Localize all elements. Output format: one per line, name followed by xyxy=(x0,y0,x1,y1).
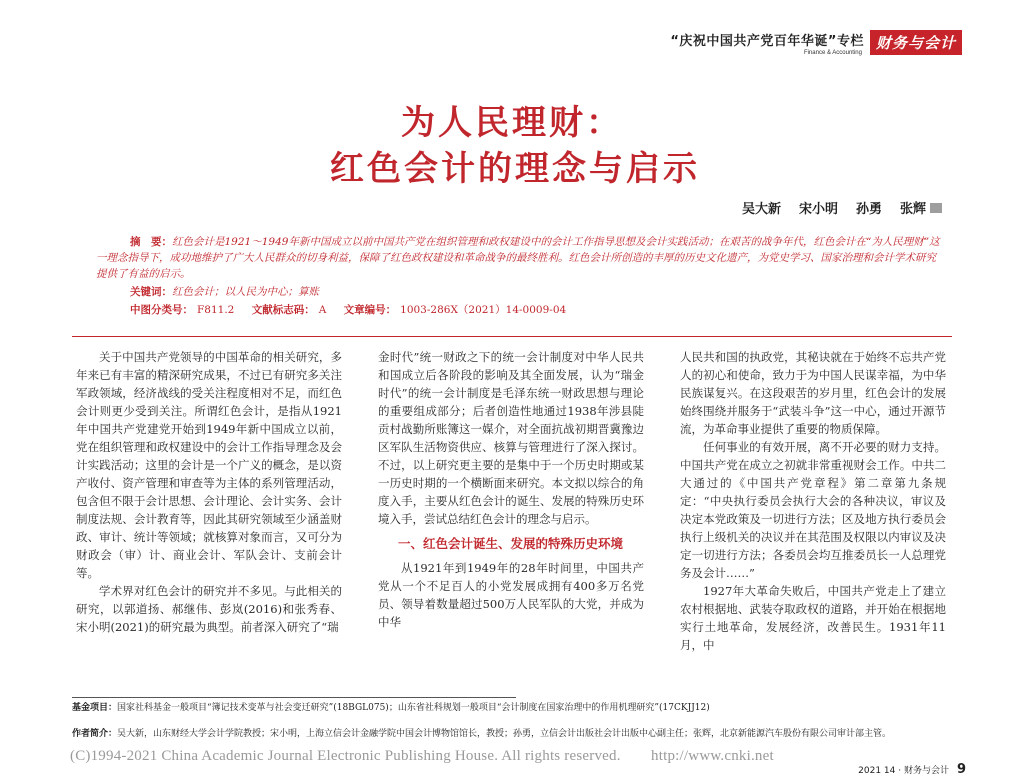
article-number-label: 文章编号： xyxy=(343,304,397,316)
author-name: 宋小明 xyxy=(798,202,838,217)
section-heading: 一、红色会计诞生、发展的特殊历史环境 xyxy=(398,536,624,551)
article-title xyxy=(0,100,1024,192)
body-column-1 xyxy=(76,348,342,636)
keywords-line xyxy=(96,284,944,300)
copyright-watermark: (C)1994-2021 China Academic Journal Electronic Publishing House. All rights reserved. http://www.cnki.net xyxy=(70,748,774,764)
gray-square-icon xyxy=(930,203,942,213)
page-number: 9 xyxy=(956,762,966,777)
special-column-label: “庆祝中国共产党百年华诞”专栏 xyxy=(670,34,864,49)
abstract-text: 红色会计是1921～1949年新中国成立以前中国共产党在组织管理和政权建设中的会计工作指导思想及会计实践活动；在艰苦的战争年代，红色会计在“为人民理财”这一理念指导下，成功地维护了广大人民群众的切身利益，保障了红色政权建设和革命战争的最终胜利。红色会计所创造的丰厚的历史文化遗产，为党史学习、国家治理和会计学术研究提供了有益的启示。 xyxy=(96,236,940,280)
journal-logo: 财务与会计 xyxy=(870,30,962,55)
issue-info: 2021 14 · 财务与会计 xyxy=(858,766,949,776)
abstract-divider xyxy=(72,336,952,337)
journal-english-name: Finance & Accounting xyxy=(803,50,862,56)
body-paragraph: 1927年大革命失败后，中国共产党走上了建立农村根据地、武装夺取政权的道路，并开始在根据地实行土地革命，发展经济，改善民生。1931年11月，中 xyxy=(680,584,946,652)
title-line-2: 红色会计的理念与启示 xyxy=(330,149,700,189)
classification-line xyxy=(96,302,944,318)
footnote-divider xyxy=(72,697,516,698)
author-bio-text: 吴大新，山东财经大学会计学院教授；宋小明，上海立信会计金融学院中国会计博物馆馆长，教授；孙勇，立信会计出版社会计出版中心副主任；张辉，北京新能源汽车股份有限公司审计部主管。 xyxy=(117,729,892,739)
body-paragraph: 金时代”统一财政之下的统一会计制度对中华人民共和国成立后各阶段的影响及其全面发展，认为“瑞金时代”的统一会计制度是毛泽东统一财政思想与理论的重要组成部分；后者创造性地通过1938年涉县陡贡村战勤所账簿这一媒介，对全面抗战初期晋冀豫边区军队生活物资供应、核算与管理进行了深入探讨。不过，以上研究更主要的是集中于一个历史时期或某一历史时期的一个横断面来研究。本文拟以综合的角度入手，主要从红色会计的诞生、发展的特殊历史环境入手，尝试总结红色会计的理念与启示。 xyxy=(378,350,644,526)
author-bio-label: 作者简介： xyxy=(72,729,118,739)
author-name: 吴大新 xyxy=(741,202,781,217)
doc-code-label: 文献标志码： xyxy=(251,304,315,316)
body-column-2 xyxy=(378,348,644,631)
author-list xyxy=(724,198,942,217)
body-paragraph: 从1921年到1949年的28年时间里，中国共产党从一个不足百人的小党发展成拥有400多万名党员、领导着数量超过500万人民军队的大党，并成为中华 xyxy=(378,561,644,629)
keywords-text: 红色会计；以人民为中心；算账 xyxy=(172,286,319,298)
header-text xyxy=(670,30,864,56)
article-number-value: 1003-286X（2021）14-0009-04 xyxy=(400,304,567,316)
page-header xyxy=(670,30,962,56)
class-number-label: 中图分类号： xyxy=(130,304,193,316)
body-paragraph: 人民共和国的执政党，其秘诀就在于始终不忘共产党人的初心和使命，致力于为中国人民谋幸福，为中华民族谋复兴。在这段艰苦的岁月里，红色会计的发展始终围绕并服务于“武装斗争”这一中心，通过开源节流，为革命事业提供了重要的物质保障。 xyxy=(680,350,946,436)
author-name: 张辉 xyxy=(899,202,926,217)
author-name: 孙勇 xyxy=(855,202,882,217)
class-number-value: F811.2 xyxy=(197,304,235,316)
keywords-label: 关键词： xyxy=(130,286,172,298)
body-paragraph: 任何事业的有效开展，离不开必要的财力支持。中国共产党在成立之初就非常重视财会工作。中共二大通过的《中国共产党章程》第二章第九条规定：“中央执行委员会执行大会的各种决议，审议及决定本党政策及一切进行方法；区及地方执行委员会执行上级机关的决议并在其范围及权限以内审议及决定一切进行方法；各委员会均互推委员长一人总理党务及会计……” xyxy=(680,440,946,580)
abstract-block xyxy=(96,234,944,318)
author-footnote xyxy=(72,728,962,741)
body-paragraph: 学术界对红色会计的研究并不多见。与此相关的研究，以郭道扬、郝继伟、彭岚(2016)和张秀春、宋小明(2021)的研究最为典型。前者深入研究了“瑞 xyxy=(76,584,342,634)
fund-text: 国家社科基金一般项目“簿记技术变革与社会变迁研究”(18BGL075)；山东省社科规划一般项目“会计制度在国家治理中的作用机理研究”(17CKJJ12) xyxy=(117,703,710,713)
abstract-paragraph xyxy=(96,234,944,282)
body-column-3 xyxy=(680,348,946,654)
body-paragraph: 关于中国共产党领导的中国革命的相关研究，多年来已有丰富的精深研究成果，不过已有研究多关注军政领域，经济战线的受关注程度相对不足，而红色会计则更少受到关注。所谓红色会计，是指从1921年中国共产党建党开始到1949年新中国成立以前，党在组织管理和政权建设中的会计工作指导理念及会计实践活动；这里的会计是一个广义的概念，是以资产收付、资产管理和审查等为主体的系列管理活动，包含但不限于会计思想、会计理论、会计实务、会计制度法规、会计教育等，因此其研究领域至少涵盖财政、审计、统计等领域；就核算对象而言，又可分为财政会（审）计、商业会计、军队会计、支前会计等。 xyxy=(76,350,342,580)
doc-code-value: A xyxy=(318,304,327,316)
fund-footnote xyxy=(72,702,962,715)
page-footer xyxy=(858,762,966,777)
abstract-label: 摘 要： xyxy=(130,236,172,248)
title-line-1: 为人民理财： xyxy=(401,103,623,143)
fund-label: 基金项目： xyxy=(72,703,118,713)
